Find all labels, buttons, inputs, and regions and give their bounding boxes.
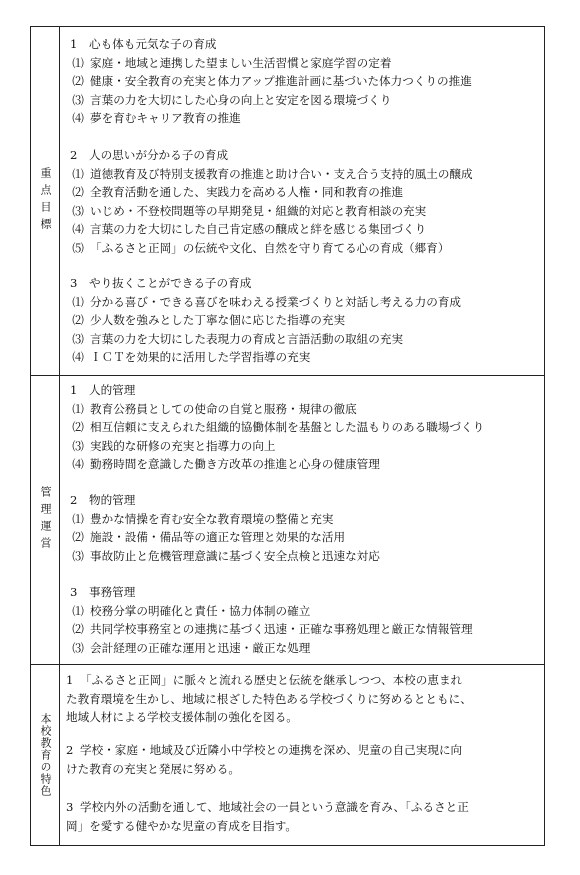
priority-goals-label-cell (31, 27, 60, 375)
list-item: ⑶ 言葉の力を大切にした心身の向上と安定を図る環境づくり (72, 92, 392, 107)
paragraph-line: 2 学校・家庭・地域及び近隣小中学校との連携を深め、児童の自己実現に向 (66, 743, 463, 757)
priority-group-2 (66, 146, 542, 258)
list-item: ⑷ 夢を育むキャリア教育の推進 (72, 111, 241, 126)
priority-goals-row (31, 27, 544, 375)
list-item: ⑵ 相互信頼に支えられた組織的協働体制を基盤とした温もりのある職場づくり (72, 420, 485, 435)
group-heading: 2 人の思いが分かる子の育成 (70, 148, 229, 162)
feature-paragraph-2 (66, 741, 538, 778)
list-item: ⑴ 道徳教育及び特別支援教育の推進と助け合い・支え合う支持的風土の醸成 (72, 166, 473, 181)
priority-goals-label: 重点目標 (39, 167, 52, 235)
paragraph-line: た教育環境を生かし、地域に根ざした特色ある学校づくりに努めるとともに、 (66, 691, 472, 706)
list-item: ⑶ 実践的な研修の充実と指導力の向上 (72, 438, 276, 453)
list-item: ⑴ 家庭・地域と連携した望ましい生活習慣と家庭学習の定着 (72, 55, 392, 70)
list-item: ⑴ 校務分掌の明確化と責任・協力体制の確立 (72, 603, 311, 618)
group-heading: 3 事務管理 (70, 585, 136, 599)
list-item: ⑶ 言葉の力を大切にした表現力の育成と言語活動の取組の充実 (72, 331, 404, 346)
management-content (60, 376, 544, 664)
features-content (60, 665, 544, 845)
paragraph-line: 1 「ふるさと正岡」に脈々と流れる歴史と伝統を継承しつつ、本校の恵まれ (66, 673, 463, 687)
management-label: 管理運営 (39, 486, 52, 554)
list-item: ⑴ 教育公務員としての使命の自覚と服務・規律の徹底 (72, 401, 357, 416)
list-item: ⑵ 共同学校事務室との連携に基づく迅速・正確な事務処理と厳正な情報管理 (72, 622, 473, 637)
feature-paragraph-3 (66, 798, 538, 835)
list-item: ⑵ 健康・安全教育の充実と体力アップ推進計画に基づいた体力つくりの推進 (72, 74, 472, 89)
priority-group-3 (66, 274, 542, 367)
group-heading: 2 物的管理 (70, 493, 136, 507)
paragraph-line: けた教育の充実と発展に努める。 (66, 761, 240, 776)
feature-paragraph-1 (66, 671, 538, 727)
features-label: 本校教育の特色 (39, 713, 52, 797)
group-heading: 1 心も体も元気な子の育成 (70, 37, 217, 51)
group-heading: 1 人的管理 (70, 383, 136, 397)
list-item: ⑴ 分かる喜び・できる喜びを味わえる授業づくりと対話し考える力の育成 (72, 294, 462, 309)
priority-goals-content (60, 27, 544, 375)
list-item: ⑷ ＩＣＴを効果的に活用した学習指導の充実 (72, 350, 311, 365)
list-item: ⑸ 「ふるさと正岡」の伝統や文化、自然を守り育てる心の育成（郷育） (72, 240, 450, 255)
management-group-1 (66, 381, 542, 474)
paragraph-line: 3 学校内外の活動を通して、地域社会の一員という意識を育み、「ふるさと正 (66, 800, 469, 814)
list-item: ⑷ 言葉の力を大切にした自己肯定感の醸成と絆を感じる集団づくり (72, 222, 427, 237)
list-item: ⑶ 会計経理の正確な運用と迅速・厳正な処理 (72, 640, 311, 655)
paragraph-line: 地域人材による学校支援体制の強化を図る。 (66, 710, 298, 725)
management-label-cell (31, 376, 60, 664)
list-item: ⑵ 全教育活動を通した、実践力を高める人権・同和教育の推進 (72, 185, 404, 200)
paragraph-line: 岡」を愛する健やかな児童の育成を目指す。 (66, 818, 297, 833)
list-item: ⑶ 事故防止と危機管理意識に基づく安全点検と迅速な対応 (72, 548, 380, 563)
priority-group-1 (66, 35, 542, 128)
features-label-cell (31, 665, 60, 845)
group-heading: 3 やり抜くことができる子の育成 (70, 276, 252, 290)
list-item: ⑶ いじめ・不登校問題等の早期発見・組織的対応と教育相談の充実 (72, 203, 427, 218)
features-row (31, 664, 544, 845)
list-item: ⑷ 勤務時間を意識した働き方改革の推進と心身の健康管理 (72, 457, 380, 472)
policy-table (30, 26, 545, 846)
list-item: ⑴ 豊かな情操を育む安全な教育環境の整備と充実 (72, 511, 334, 526)
management-group-2 (66, 491, 542, 565)
list-item: ⑵ 施設・設備・備品等の適正な管理と効果的な活用 (72, 530, 346, 545)
list-item: ⑵ 少人数を強みとした丁寧な個に応じた指導の充実 (72, 313, 346, 328)
management-group-3 (66, 583, 542, 657)
management-row (31, 375, 544, 664)
